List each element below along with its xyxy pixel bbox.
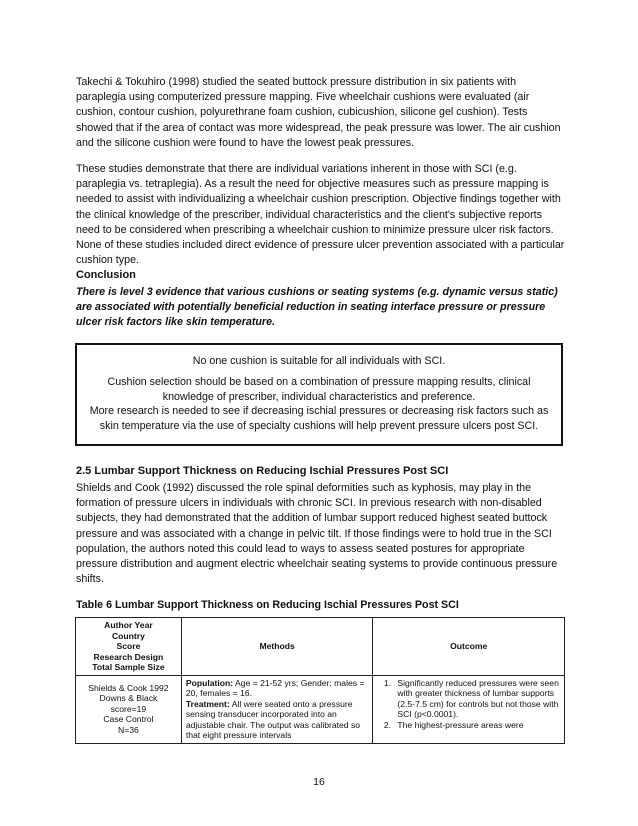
- conclusion-evidence-statement: There is level 3 evidence that various cushions or seating systems (e.g. dynamic versus static) are associated with potentially beneficial reduction in seating interface pressure or pressure ulcer risk factors like skin temperature.: [76, 286, 558, 329]
- key-points-box: [75, 343, 563, 446]
- study-line: N=36: [118, 724, 139, 735]
- header-line: Total Sample Size: [92, 662, 165, 672]
- outcome-cell: [373, 675, 565, 743]
- section-heading-lumbar-support: 2.5 Lumbar Support Thickness on Reducing Ischial Pressures Post SCI: [76, 465, 449, 477]
- study-line: Shields & Cook 1992: [88, 682, 169, 693]
- key-point: No one cushion is suitable for all individuals with SCI.: [192, 355, 446, 367]
- header-methods: Methods: [181, 618, 373, 676]
- treatment-value: All were seated onto a pressure sensing transducer incorporated into an adjustable chair. The output was calibrated so that eight pressure intervals: [185, 698, 361, 740]
- conclusion-heading: Conclusion: [76, 269, 136, 281]
- evidence-table: [75, 617, 565, 744]
- population-label: Population:: [185, 677, 234, 688]
- paragraph-takechi-tokuhiro: Takechi & Tokuhiro (1998) studied the seated buttock pressure distribution in six patients with paraplegia using computerized pressure mapping. Five wheelchair cushions were evaluated (air cushion, contour cushion, polyurethrane foam cushion, cubicushion, silicone gel cushion). Tests showed that if the area of contact was more widespread, the peak pressure was lower. The air cushion and the silicone cushion were found to have the lowest peak pressures.: [76, 76, 561, 149]
- treatment-text: [186, 699, 369, 741]
- header-study-details: [76, 618, 182, 676]
- treatment-label: Treatment:: [185, 698, 230, 709]
- page-number: 16: [313, 776, 325, 788]
- header-line: Score: [116, 641, 141, 651]
- key-point: More research is needed to see if decreasing ischial pressures or decreasing risk factors such as skin temperature via the use of specialty cushions will help prevent pressure ulcers post SCI.: [89, 405, 549, 432]
- study-line: Case Control: [103, 714, 154, 725]
- study-cell: [76, 675, 182, 743]
- study-line: score=19: [110, 703, 147, 714]
- paragraph-individual-variations: These studies demonstrate that there are individual variations inherent in those with SCI (e.g. paraplegia vs. tetraplegia). As a result the need for objective measures such as pressure mapping is needed to assist with individualizing a wheelchair cushion prescription. Objective findings together with the clinical knowledge of the prescriber, individual characteristics and the client's subjective reports need to be considered when prescribing a wheelchair cushion to minimize pressure ulcer risk factors. None of these studies included direct evidence of pressure ulcer prevention associated with a particular cushion type.: [76, 163, 565, 267]
- outcome-list: [377, 678, 560, 731]
- outcome-item: 1. Significantly reduced pressures were seen with greater thickness of lumbar supports (2.5-7.5 cm) for controls but not those with SCI (p<0.0001).: [393, 678, 560, 720]
- study-line: Downs & Black: [99, 693, 158, 704]
- header-outcome: Outcome: [373, 618, 565, 676]
- table-row: [76, 675, 565, 743]
- table-caption: Table 6 Lumbar Support Thickness on Reducing Ischial Pressures Post SCI: [76, 599, 459, 611]
- paragraph-shields-cook: Shields and Cook (1992) discussed the role spinal deformities such as kyphosis, may play in the formation of pressure ulcers in individuals with chronic SCI. In previous research with non-disabled subjects, they had demonstrated that the addition of lumbar support reduced highest seated buttock pressure and was associated with a change in pelvic tilt. If those findings were to hold true in the SCI population, the authors noted this could lead to ways to assess seated postures for appropriate pressure distribution and augment electric wheelchair seating systems to provide continuous pressure shifts.: [76, 482, 558, 586]
- header-line: Author Year: [104, 620, 153, 630]
- population-text: [186, 678, 369, 699]
- key-point: Cushion selection should be based on a combination of pressure mapping results, clinical knowledge of prescriber, individual characteristics and preference.: [107, 376, 531, 403]
- table-header-row: [76, 618, 565, 676]
- header-line: Research Design: [93, 651, 164, 662]
- methods-cell: [181, 675, 373, 743]
- population-value: Age = 21-52 yrs; Gender: males = 20, females = 16.: [185, 677, 365, 698]
- header-line: Country: [111, 630, 145, 641]
- outcome-item: 2. The highest-pressure areas were: [393, 720, 560, 731]
